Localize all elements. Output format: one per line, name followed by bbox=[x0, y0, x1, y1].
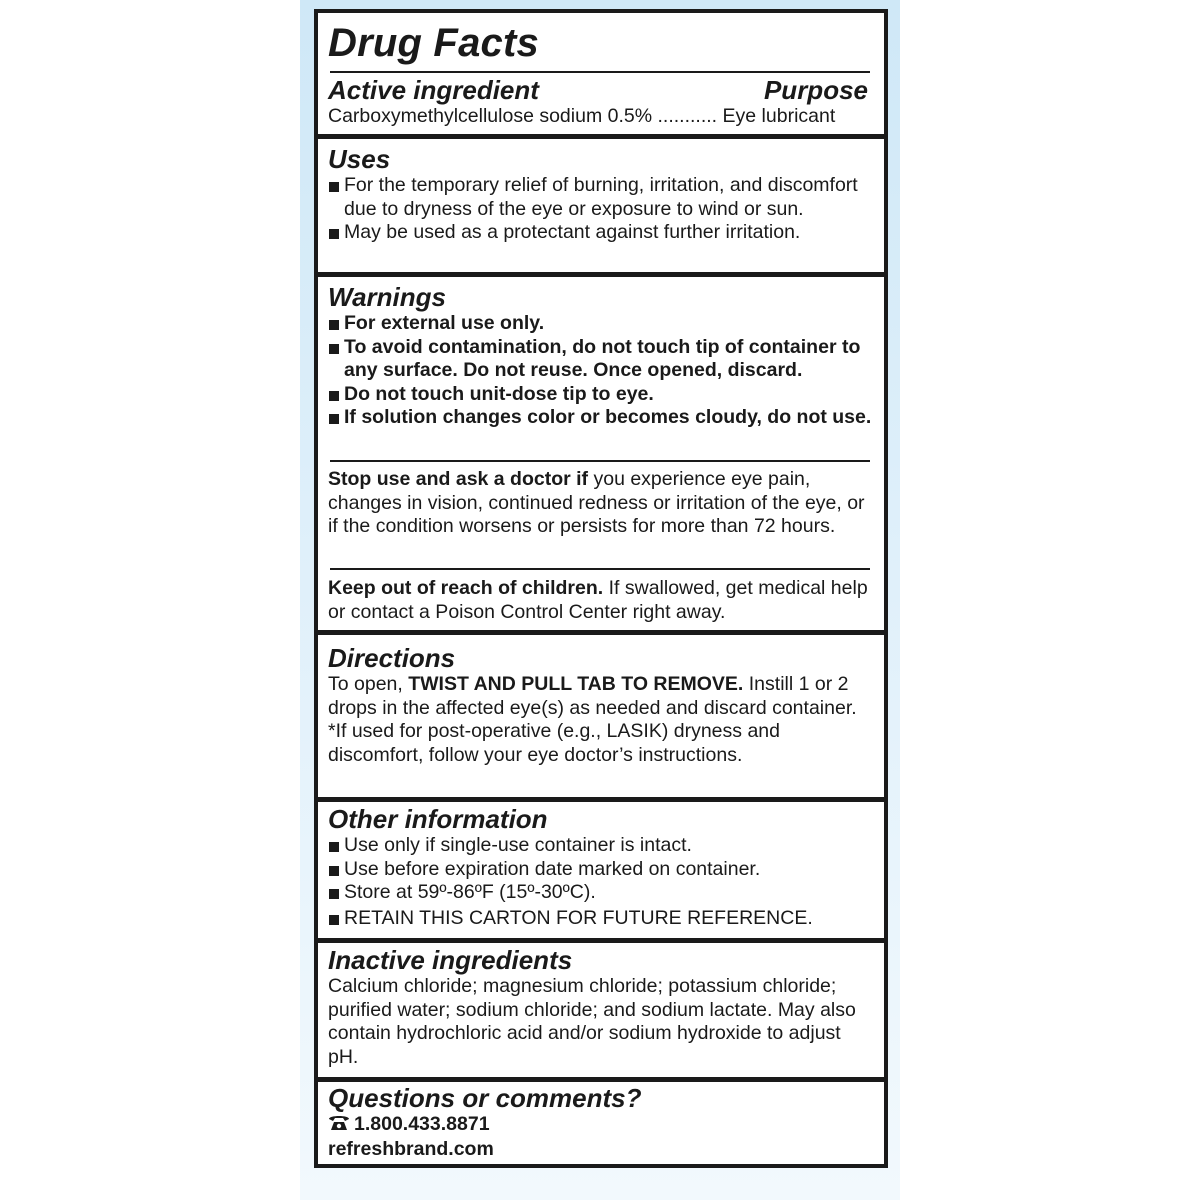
other-information-list bbox=[328, 834, 874, 930]
uses-item: May be used as a protectant against further irritation. bbox=[328, 221, 874, 245]
questions-heading: Questions or comments? bbox=[328, 1083, 642, 1113]
uses-section bbox=[318, 144, 884, 245]
warnings-section bbox=[318, 282, 884, 430]
section-divider bbox=[318, 272, 884, 277]
directions-heading: Directions bbox=[328, 643, 456, 673]
purpose-heading: Purpose bbox=[763, 75, 868, 105]
phone-number[interactable]: 1.800.433.8871 bbox=[354, 1113, 490, 1135]
keep-out-lead: Keep out of reach of children. bbox=[328, 577, 604, 599]
uses-list bbox=[328, 174, 874, 245]
directions-rest: Instill 1 or 2 drops in the affected eye(s) as needed and discard container. bbox=[328, 673, 857, 719]
directions-text bbox=[328, 673, 874, 720]
warning-item: For external use only. bbox=[328, 312, 874, 336]
other-information-item: Store at 59º-86ºF (15º-30ºC). bbox=[328, 881, 874, 905]
other-information-heading: Other information bbox=[328, 804, 548, 834]
warning-item: If solution changes color or becomes cloudy, do not use. bbox=[328, 406, 874, 430]
website-link[interactable]: refreshbrand.com bbox=[328, 1137, 494, 1160]
directions-section bbox=[318, 643, 884, 767]
section-divider bbox=[318, 1077, 884, 1082]
drug-facts-header bbox=[318, 21, 884, 65]
active-ingredient-purpose: Eye lubricant bbox=[722, 105, 836, 127]
drug-facts-title: Drug Facts bbox=[328, 21, 539, 65]
drug-facts-panel bbox=[314, 9, 888, 1168]
section-divider bbox=[318, 134, 884, 139]
phone-line bbox=[328, 1113, 874, 1138]
inactive-ingredients-heading: Inactive ingredients bbox=[328, 945, 573, 975]
warning-item: To avoid contamination, do not touch tip of container to any surface. Do not reuse. Once opened, discard. bbox=[328, 336, 874, 383]
section-divider bbox=[318, 938, 884, 943]
inactive-ingredients-section bbox=[318, 945, 884, 1069]
warnings-rule bbox=[330, 568, 870, 570]
stop-use-block bbox=[318, 468, 884, 539]
keep-out-text: If swallowed, get medical help or contact a Poison Control Center right away. bbox=[328, 577, 868, 623]
stop-use-text: you experience eye pain, changes in vision, continued redness or irritation of the eye, or if the condition worsens or persists for more than 72 hours. bbox=[328, 468, 865, 538]
other-information-item: RETAIN THIS CARTON FOR FUTURE REFERENCE. bbox=[328, 907, 874, 931]
leader-dots: ........... bbox=[657, 105, 718, 127]
other-information-item: Use before expiration date marked on container. bbox=[328, 858, 874, 882]
section-divider bbox=[318, 797, 884, 802]
directions-emphasis: TWIST AND PULL TAB TO REMOVE. bbox=[408, 673, 744, 695]
active-ingredient-heading: Active ingredient bbox=[328, 75, 539, 105]
active-ingredient-name: Carboxymethylcellulose sodium 0.5% bbox=[328, 105, 653, 127]
warnings-heading: Warnings bbox=[328, 282, 446, 312]
stop-use-paragraph bbox=[328, 468, 874, 539]
active-ingredient-line bbox=[328, 105, 874, 129]
keep-out-paragraph bbox=[328, 577, 874, 624]
title-rule bbox=[330, 71, 870, 73]
section-divider bbox=[318, 630, 884, 635]
uses-item: For the temporary relief of burning, irritation, and discomfort due to dryness of the eye or exposure to wind or sun. bbox=[328, 174, 874, 221]
warning-item: Do not touch unit-dose tip to eye. bbox=[328, 383, 874, 407]
stop-use-lead: Stop use and ask a doctor if bbox=[328, 468, 589, 490]
telephone-icon bbox=[328, 1114, 354, 1138]
keep-out-block bbox=[318, 577, 884, 624]
uses-heading: Uses bbox=[328, 144, 391, 174]
other-information-section bbox=[318, 804, 884, 930]
inactive-ingredients-text: Calcium chloride; magnesium chloride; potassium chloride; purified water; sodium chloride; and sodium lactate. May also contain hydrochloric acid and/or sodium hydroxide to adjust pH. bbox=[328, 975, 856, 1068]
warnings-rule bbox=[330, 460, 870, 462]
directions-intro: To open, bbox=[328, 673, 409, 695]
questions-section bbox=[318, 1083, 884, 1161]
other-information-item: Use only if single-use container is intact. bbox=[328, 834, 874, 858]
directions-note: *If used for post-operative (e.g., LASIK) dryness and discomfort, follow your eye doctor’s instructions. bbox=[328, 720, 780, 766]
warnings-list bbox=[328, 312, 874, 430]
active-ingredient-section bbox=[318, 75, 884, 129]
